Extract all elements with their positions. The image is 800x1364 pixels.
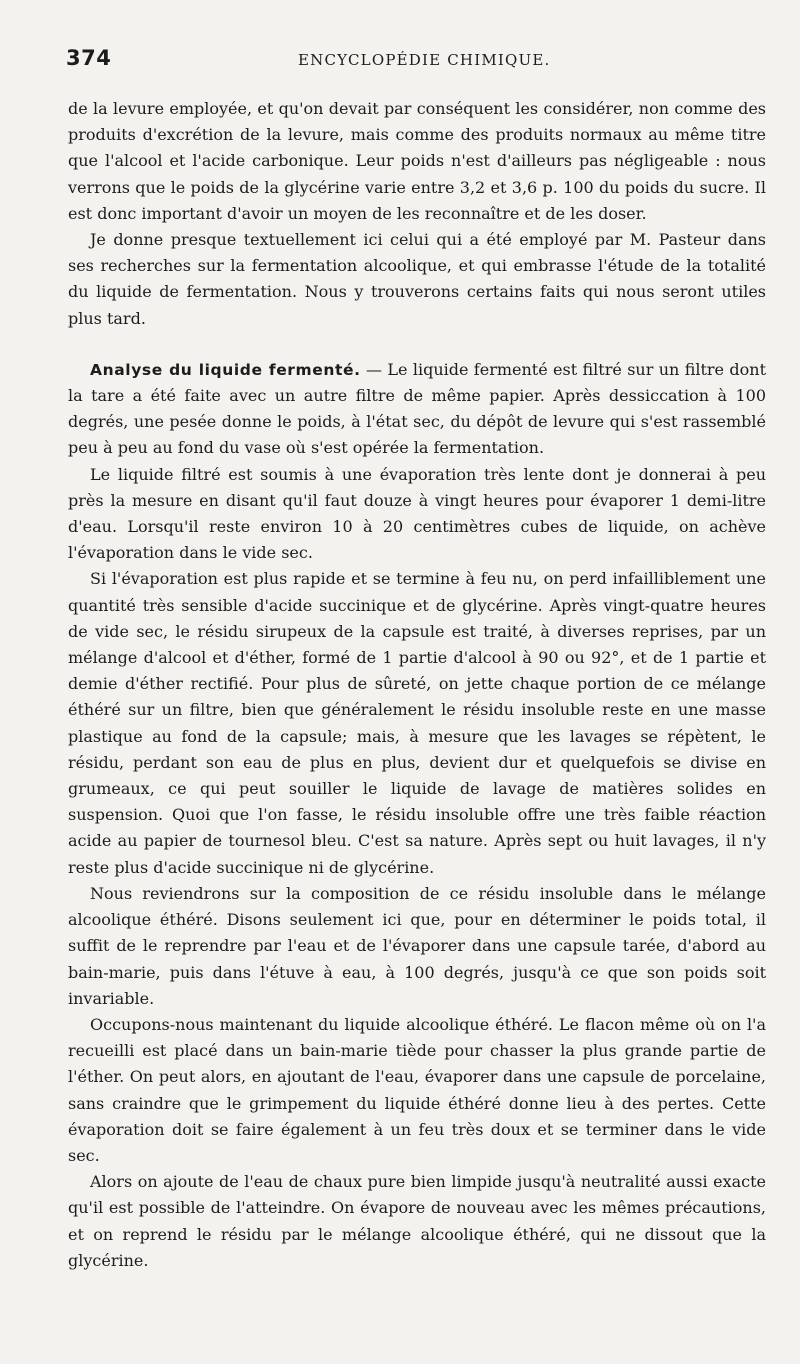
paragraph-insoluble-residue: Nous reviendrons sur la composition de ce résidu insoluble dans le mélange alcoolique éthéré. Disons seulement ici que, pour en déterminer le poids total, il suffit de le reprendre par l'eau et de l'évaporer dans une capsule tarée, d'abord au bain-marie, puis dans l'étuve à eau, à 100 degrés, jusqu'à ce que son poids soit invariable.: [68, 883, 766, 1008]
running-title: ENCYCLOPÉDIE CHIMIQUE.: [298, 51, 551, 69]
page-header: [60, 46, 760, 76]
paragraph-continuation: de la levure employée, et qu'on devait par conséquent les considérer, non comme des produits d'excrétion de la levure, mais comme des produits normaux au même titre que l'alcool et l'acide carbonique. Leur poids n'est d'ailleurs pas négligeable : nous verrons que le poids de la glycérine varie entre 3,2 et 3,6 p. 100 du poids du sucre. Il est donc important d'avoir un moyen de les reconnaître et de les doser.: [68, 99, 766, 223]
paragraph-pasteur-method: Je donne presque textuellement ici celui qui a été employé par M. Pasteur dans ses recherches sur la fermentation alcoolique, et qui embrasse l'étude de la totalité du liquide de fermentation. Nous y trouverons certains faits qui nous seront utiles plus tard.: [68, 230, 766, 328]
paragraph-analysis-text: — Le liquide fermenté est filtré sur un filtre dont la tare a été faite avec un autre filtre de même papier. Après dessiccation à 100 degrés, une pesée donne le poids, à l'état sec, du dépôt de levure qui s'est rassemblé peu à peu au fond du vase où s'est opérée la fermentation.: [68, 359, 766, 458]
body-text: [68, 96, 766, 1274]
paragraph-analysis: [68, 357, 766, 462]
paragraph-lime-water: Alors on ajoute de l'eau de chaux pure bien limpide jusqu'à neutralité aussi exacte qu'il est possible de l'atteindre. On évapore de nouveau avec les mêmes précautions, et on reprend le résidu par le mélange alcoolique éthéré, qui ne dissout que la glycérine.: [68, 1172, 766, 1270]
section-title: Analyse du liquide fermenté.: [90, 360, 361, 379]
paragraph-residue-washing: Si l'évaporation est plus rapide et se termine à feu nu, on perd infailliblement une quantité très sensible d'acide succinique et de glycérine. Après vingt-quatre heures de vide sec, le résidu sirupeux de la capsule est traité, à diverses reprises, par un mélange d'alcool et d'éther, formé de 1 partie d'alcool à 90 ou 92°, et de 1 partie et demie d'éther rectifié. Pour plus de sûreté, on jette chaque portion de ce mélange éthéré sur un filtre, bien que généralement le résidu insoluble reste en une masse plastique au fond de la capsule; mais, à mesure que les lavages se répètent, le résidu, perdant son eau de plus en plus, devient dur et quelquefois se divise en grumeaux, ce qui peut souiller le liquide de lavage de matières solides en suspension. Quoi que l'on fasse, le résidu insoluble offre une très faible réaction acide au papier de tournesol bleu. C'est sa nature. Après sept ou huit lavages, il n'y reste plus d'acide succinique ni de glycérine.: [68, 569, 766, 877]
page-number: 374: [66, 46, 112, 70]
paragraph-ether-liquid: Occupons-nous maintenant du liquide alcoolique éthéré. Le flacon même où on l'a recueilli est placé dans un bain-marie tiède pour chasser la plus grande partie de l'éther. On peut alors, en ajoutant de l'eau, évaporer dans une capsule de porcelaine, sans craindre que le grimpement du liquide éthéré donne lieu à des pertes. Cette évaporation doit se faire également à un feu très doux et se terminer dans le vide sec.: [68, 1014, 766, 1165]
paragraph-evaporation: Le liquide filtré est soumis à une évaporation très lente dont je donnerai à peu près la mesure en disant qu'il faut douze à vingt heures pour évaporer 1 demi-litre d'eau. Lorsqu'il reste environ 10 à 20 centimètres cubes de liquide, on achève l'évaporation dans le vide sec.: [68, 464, 766, 563]
